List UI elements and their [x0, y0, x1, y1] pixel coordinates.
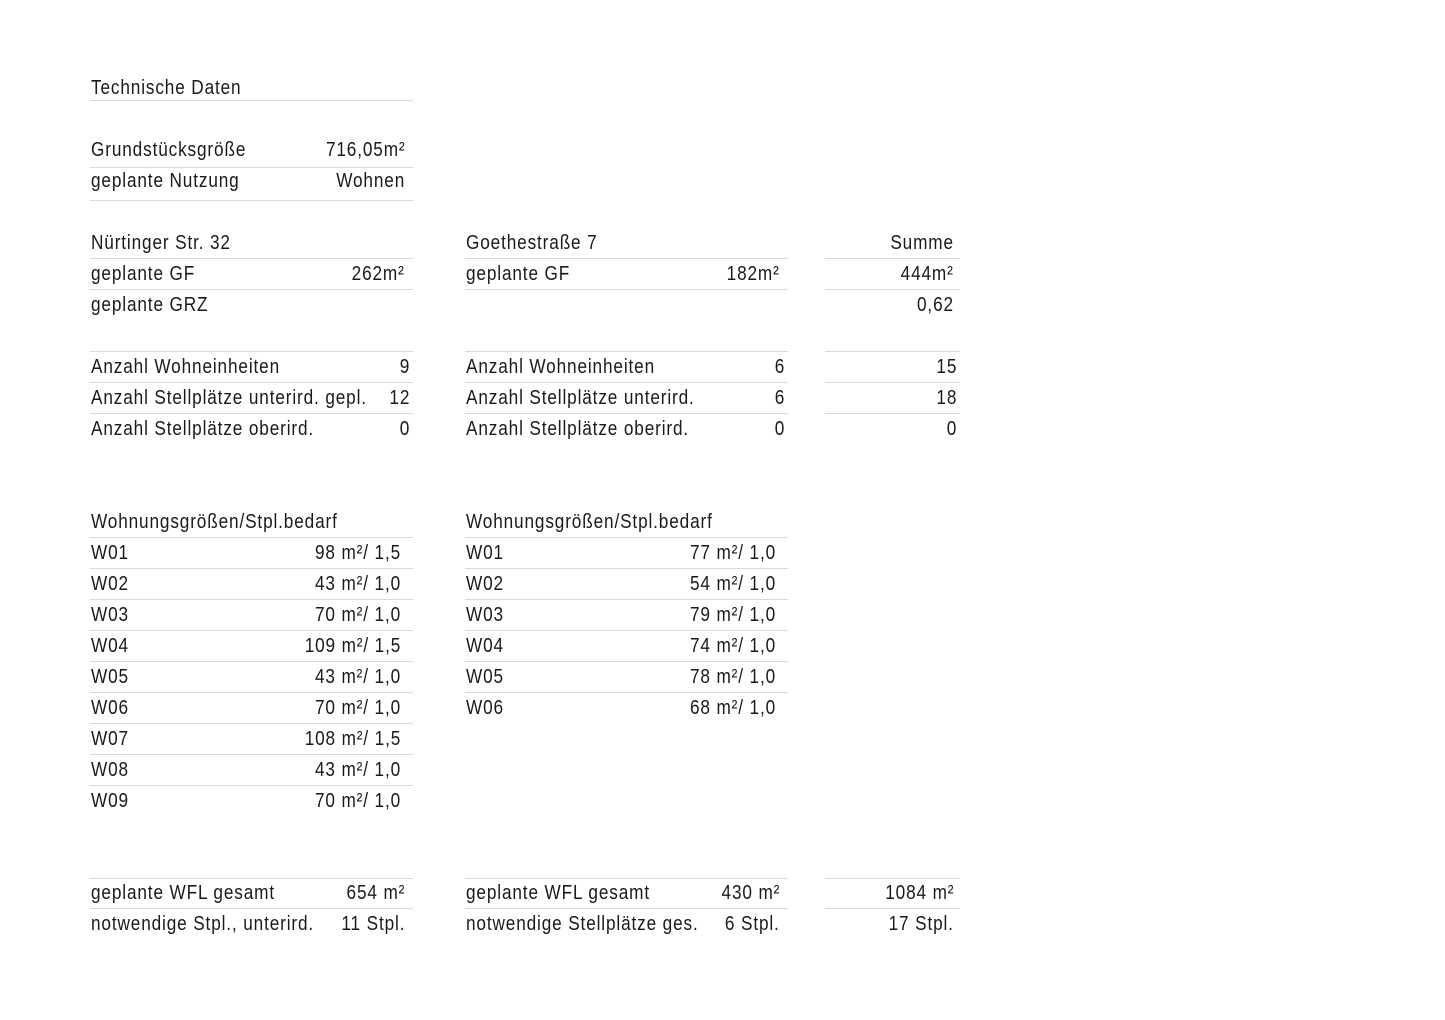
unit-name: W01 — [466, 542, 504, 564]
divider — [465, 568, 788, 569]
unit-value: 68 m²/ 1,0 — [689, 697, 776, 719]
summe-gf-value: 444m² — [900, 263, 954, 285]
unit-name: W02 — [466, 573, 504, 595]
divider — [90, 413, 413, 414]
nuertinger-stp-u-label: Anzahl Stellplätze unterird. gepl. — [91, 387, 367, 409]
divider — [465, 630, 788, 631]
divider — [90, 382, 413, 383]
goethe-gf-label: geplante GF — [466, 263, 571, 285]
nuertinger-grz-label: geplante GRZ — [91, 294, 209, 316]
divider — [825, 289, 960, 290]
divider — [90, 200, 413, 201]
nuertinger-stp-o-value: 0 — [399, 418, 410, 440]
unit-name: W04 — [466, 635, 504, 657]
divider — [90, 258, 413, 259]
divider — [825, 413, 960, 414]
unit-name: W01 — [91, 542, 129, 564]
unit-value: 43 m²/ 1,0 — [314, 759, 401, 781]
divider — [90, 351, 413, 352]
divider — [465, 661, 788, 662]
goethe-stp-u-value: 6 — [774, 387, 785, 409]
goethe-wfl-value: 430 m² — [721, 882, 780, 904]
unit-name: W04 — [91, 635, 129, 657]
nuertinger-gf-value: 262m² — [351, 263, 405, 285]
unit-name: W09 — [91, 790, 129, 812]
divider — [90, 537, 413, 538]
grundstueck-size-label: Grundstücksgröße — [91, 139, 247, 161]
unit-value: 43 m²/ 1,0 — [314, 666, 401, 688]
unit-value: 74 m²/ 1,0 — [689, 635, 776, 657]
nuertinger-stp-u-value: 12 — [389, 387, 410, 409]
nuertinger-wfl-value: 654 m² — [346, 882, 405, 904]
goethe-stp-o-value: 0 — [774, 418, 785, 440]
divider — [90, 908, 413, 909]
divider — [825, 878, 960, 879]
nuertinger-gf-label: geplante GF — [91, 263, 196, 285]
divider — [825, 351, 960, 352]
divider — [465, 599, 788, 600]
unit-value: 70 m²/ 1,0 — [314, 604, 401, 626]
divider — [465, 258, 788, 259]
divider — [90, 630, 413, 631]
unit-value: 77 m²/ 1,0 — [689, 542, 776, 564]
goethe-stp-u-label: Anzahl Stellplätze unterird. — [466, 387, 695, 409]
summe-stp-o-value: 0 — [946, 418, 957, 440]
divider — [90, 167, 413, 168]
divider — [90, 289, 413, 290]
page-title: Technische Daten — [91, 77, 242, 99]
goethe-heading: Goethestraße 7 — [466, 232, 598, 254]
unit-name: W06 — [466, 697, 504, 719]
nuertinger-wfl-label: geplante WFL gesamt — [91, 882, 275, 904]
unit-value: 70 m²/ 1,0 — [314, 790, 401, 812]
goethe-wfl-label: geplante WFL gesamt — [466, 882, 650, 904]
unit-name: W02 — [91, 573, 129, 595]
unit-value: 54 m²/ 1,0 — [689, 573, 776, 595]
divider — [90, 599, 413, 600]
unit-value: 98 m²/ 1,5 — [314, 542, 401, 564]
goethe-we-label: Anzahl Wohneinheiten — [466, 356, 656, 378]
divider — [825, 908, 960, 909]
goethe-stp-o-label: Anzahl Stellplätze oberird. — [466, 418, 690, 440]
goethe-sizes-heading: Wohnungsgrößen/Stpl.bedarf — [466, 511, 713, 533]
summe-we-value: 15 — [936, 356, 957, 378]
unit-name: W08 — [91, 759, 129, 781]
nuertinger-stpl-label: notwendige Stpl., unterird. — [91, 913, 315, 935]
divider — [465, 692, 788, 693]
unit-name: W07 — [91, 728, 129, 750]
nutzung-value: Wohnen — [336, 170, 405, 192]
unit-name: W05 — [91, 666, 129, 688]
divider — [465, 289, 788, 290]
nuertinger-stpl-value: 11 Stpl. — [341, 913, 405, 935]
nuertinger-we-label: Anzahl Wohneinheiten — [91, 356, 281, 378]
unit-name: W03 — [91, 604, 129, 626]
summe-heading: Summe — [890, 232, 954, 254]
divider — [90, 723, 413, 724]
divider — [825, 382, 960, 383]
divider — [90, 568, 413, 569]
unit-value: 78 m²/ 1,0 — [689, 666, 776, 688]
unit-name: W05 — [466, 666, 504, 688]
divider — [90, 100, 413, 101]
summe-stp-u-value: 18 — [936, 387, 957, 409]
grundstueck-size-value: 716,05m² — [325, 139, 405, 161]
summe-wfl-value: 1084 m² — [884, 882, 954, 904]
nuertinger-sizes-heading: Wohnungsgrößen/Stpl.bedarf — [91, 511, 338, 533]
unit-value: 108 m²/ 1,5 — [304, 728, 401, 750]
divider — [465, 878, 788, 879]
unit-value: 109 m²/ 1,5 — [304, 635, 401, 657]
divider — [465, 908, 788, 909]
unit-name: W03 — [466, 604, 504, 626]
goethe-stpl-value: 6 Stpl. — [725, 913, 780, 935]
nuertinger-stp-o-label: Anzahl Stellplätze oberird. — [91, 418, 315, 440]
unit-value: 43 m²/ 1,0 — [314, 573, 401, 595]
goethe-we-value: 6 — [774, 356, 785, 378]
divider — [465, 537, 788, 538]
divider — [465, 382, 788, 383]
nuertinger-we-value: 9 — [399, 356, 410, 378]
divider — [465, 413, 788, 414]
summe-grz-value: 0,62 — [917, 294, 954, 316]
divider — [90, 878, 413, 879]
goethe-stpl-label: notwendige Stellplätze ges. — [466, 913, 699, 935]
divider — [90, 661, 413, 662]
unit-name: W06 — [91, 697, 129, 719]
divider — [465, 351, 788, 352]
summe-stpl-value: 17 Stpl. — [888, 913, 954, 935]
unit-value: 79 m²/ 1,0 — [689, 604, 776, 626]
nutzung-label: geplante Nutzung — [91, 170, 240, 192]
goethe-gf-value: 182m² — [726, 263, 780, 285]
divider — [90, 754, 413, 755]
divider — [90, 692, 413, 693]
nuertinger-heading: Nürtinger Str. 32 — [91, 232, 231, 254]
divider — [825, 258, 960, 259]
divider — [90, 785, 413, 786]
unit-value: 70 m²/ 1,0 — [314, 697, 401, 719]
